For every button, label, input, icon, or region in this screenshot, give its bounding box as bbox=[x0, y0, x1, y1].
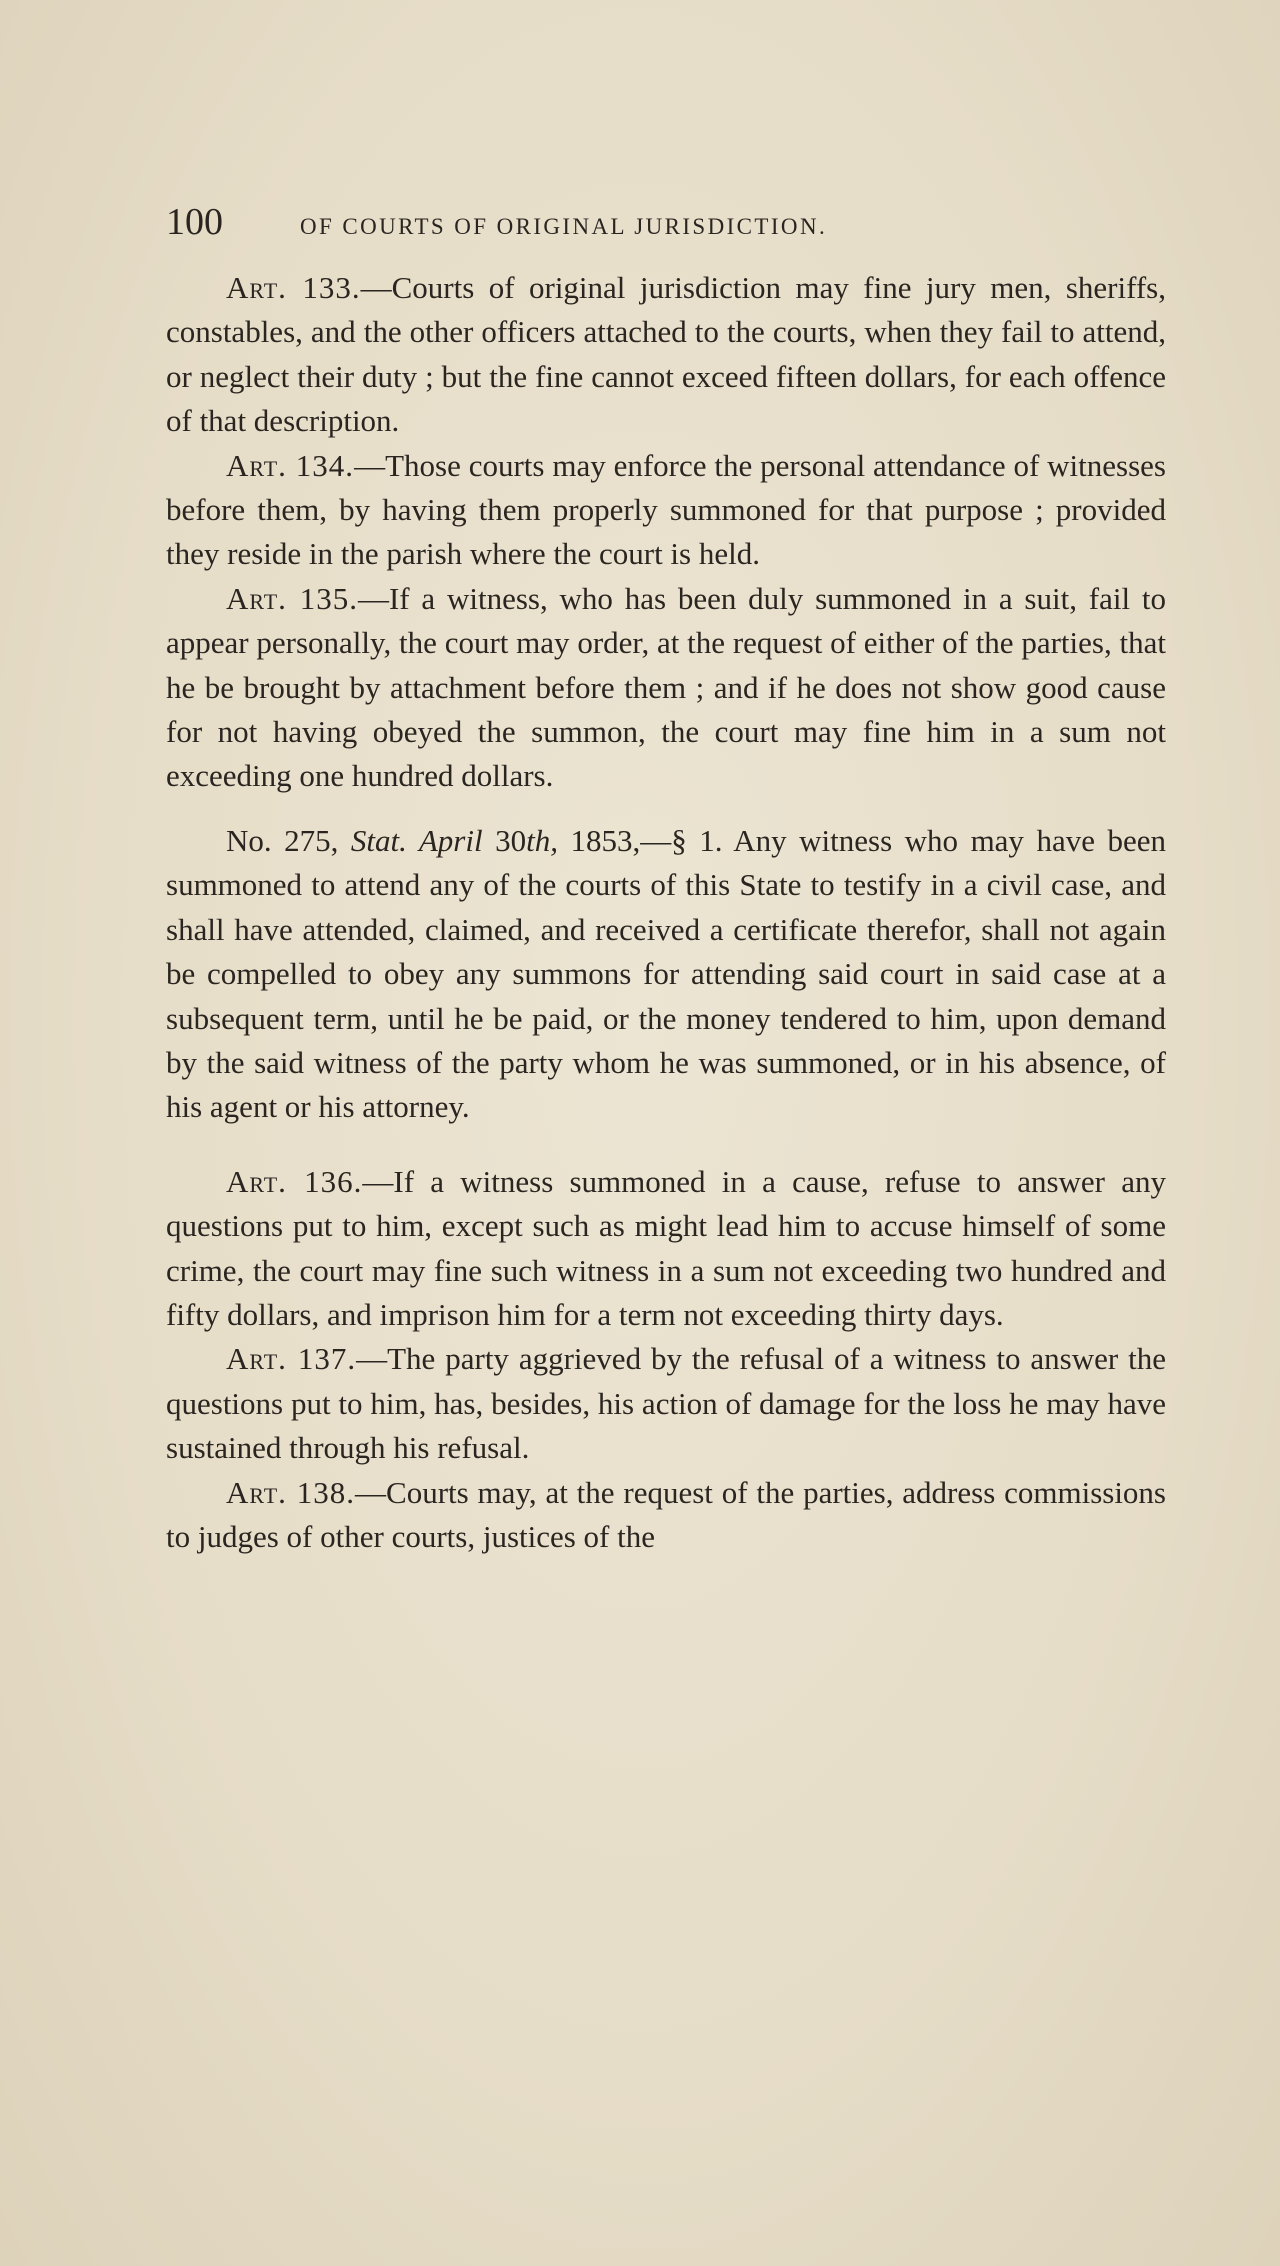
article-label: Art. 135. bbox=[226, 580, 358, 616]
page-number: 100 bbox=[166, 201, 223, 243]
article-label: Art. 137. bbox=[226, 1341, 357, 1377]
article-134 bbox=[166, 444, 1166, 577]
article-text: —Courts of original jurisdiction may fine jury men, sheriffs, constables, and the other officers attached to the courts, when they fail to attend, or neglect their duty ; but the fine cannot exceed fifteen dollars, for each offence of that description. bbox=[166, 270, 1166, 439]
statute-text: 1853,—§ 1. Any witness who may have been summoned to attend any of the courts of this State to testify in a civil case, and shall have attended, claimed, and received a certificate therefor, shall not again be compelled to obey any summons for attending said court in said case at a subsequent term, until he be paid, or the money tendered to him, upon demand by the said witness of the party whom he was summoned, or in his absence, of his agent or his attorney. bbox=[166, 822, 1166, 1125]
statute-day: 30 bbox=[482, 822, 527, 858]
article-133 bbox=[166, 266, 1166, 444]
article-label: Art. 133. bbox=[226, 270, 361, 305]
article-label: Art. 136. bbox=[226, 1163, 363, 1199]
article-label: Art. 134. bbox=[226, 447, 355, 483]
book-page bbox=[166, 200, 1166, 1559]
article-137 bbox=[166, 1337, 1166, 1470]
article-136 bbox=[166, 1160, 1166, 1338]
article-text: —If a witness summoned in a cause, refuse to answer any questions put to him, except such as might lead him to accuse himself of some crime, the court may fine such witness in a sum not exceeding two hundred and fifty dollars, and imprison him for a term not exceeding thirty days. bbox=[166, 1163, 1166, 1332]
article-text: —Those courts may enforce the personal attendance of witnesses before them, by having them properly summoned for that purpose ; provided they reside in the parish where the court is held. bbox=[166, 447, 1166, 572]
article-text: —Courts may, at the request of the parties, address commissions to judges of other courts, justices of the bbox=[166, 1474, 1166, 1554]
article-text: —If a witness, who has been duly summoned in a suit, fail to appear personally, the court may order, at the request of either of the parties, that he be brought by attachment before them ; and if he does not show good cause for not having obeyed the summon, the court may fine him in a sum not exceeding one hundred dollars. bbox=[166, 580, 1166, 794]
running-head bbox=[166, 200, 1166, 250]
statute-number: No. 275, bbox=[226, 822, 351, 858]
statute-paragraph bbox=[166, 819, 1166, 1130]
article-135 bbox=[166, 577, 1166, 799]
running-title: OF COURTS OF ORIGINAL JURISDICTION. bbox=[300, 214, 828, 239]
statute-citation: Stat. April bbox=[350, 822, 483, 858]
article-label: Art. 138. bbox=[226, 1474, 356, 1510]
article-text: —The party aggrieved by the refusal of a witness to answer the questions put to him, has, besides, his action of damage for the loss he may have sustained through his refusal. bbox=[166, 1341, 1166, 1466]
article-138 bbox=[166, 1471, 1166, 1560]
statute-day-suffix: th, bbox=[526, 822, 558, 858]
